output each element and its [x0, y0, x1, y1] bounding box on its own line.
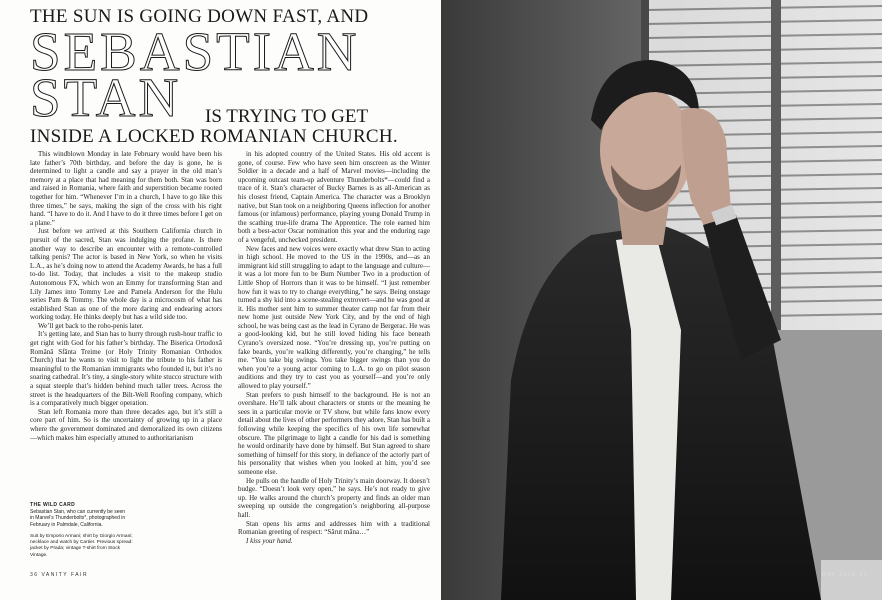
headline-name-last: STAN — [30, 67, 182, 128]
fashion-credits: Suit by Emporio Armani; shirt by Giorgio Armani; necklace and watch by Cartier. Previous spread: jacket by Prada; vintage T-shirt from Stock Vintage. — [30, 534, 133, 558]
folio-right: MAY 2025 37 — [821, 572, 868, 578]
article-column-2 — [238, 150, 430, 545]
paragraph: Stan opens his arms and addresses him with a traditional Romanian greeting of respect: “Sărut mâna…” — [238, 519, 430, 537]
caption-text: Sebastian Stan, who can currently be seen in Marvel’s Thunderbolts*, photographed in February in Palmdale, California. — [30, 508, 126, 528]
paragraph: I kiss your hand. — [246, 536, 293, 545]
paragraph: in his adopted country of the United States. His old accent is gone, of course. Few who have seen him onscreen as the Winter Soldier in a decade and a half of Marvel movies—including the upcoming outcast team-up adventure Thunderbolts*—could find a trace of it. Stan’s character of Bucky Barnes is as all-American as his closest friend, Captain America. The character was a Brooklyn native, but Stan took on a neighboring Queens inflection for another famous (or infamous) performance, playing young Donald Trump in the scathing true-life drama The Apprentice. The role earned him both a best-actor Oscar nomination this year and the enduring rage of a vengeful, unchecked president. — [238, 150, 430, 244]
paragraph: This windblown Monday in late February would have been his late father’s 70th birthday, and before the day is gone, he is determined to light a candle and say a prayer in the old man’s memory at a place that had meaning for them both. Stan was born and raised in Romania, where faith and superstition became rooted together for him. “Whenever I’m in a church, I have to go like this three times,” he says, making the sign of the cross with his right hand. “I have to do it. And I have to do it three times before I get on a plane.” — [30, 150, 222, 227]
paragraph: Stan prefers to push himself to the background. He is not an overshare. He’ll talk about characters or stunts or the meaning he sees in a particular movie or TV show, but while fans know every detail about the lives of other performers they adore, Stan has built a following while keeping the specifics of his own life somewhat obscure. The pilgrimage to light a candle for his dad is something he would ordinarily have done by himself. But Stan agreed to share something of himself for this story, in defiance of the actorly part of his personality that wishes when you looked at him, you’d see someone else. — [238, 390, 430, 476]
right-page — [441, 0, 882, 600]
headline-name-first: SEBASTIAN — [30, 21, 360, 82]
portrait-photo — [441, 0, 882, 600]
caption-title: THE WILD CARD — [30, 502, 76, 508]
paragraph: New faces and new voices were exactly what drew Stan to acting in high school. He moved to the US in the 1990s, and—as an immigrant kid still struggling to adapt to the language and culture—it was a lot more fun to be Bum Number Two in a production of Little Shop of Horrors than it was to be himself. “I just remember how fun it was to try to change everything,” he says. Being onstage turned a shy kid into a scene-stealing extrovert—and he was good at it. His mother sent him to summer theater camp not far from their new home just outside New York City, and by the end of high school, he was being cast as the lead in Cyrano de Bergerac. He was a good-looking kid, but he still loved hiding his face beneath Cyrano’s oversized nose. “You’re dressing up, you’re putting on fake beards, you’re walking differently, you’re changing,” he tells me. “You take big swings. You take bigger swings than you do when you’re a young actor coming to L.A. to go on pilot season auditions and they try to cast you as yourself—and you’re only allowed to play yourself.” — [238, 244, 430, 391]
paragraph: It’s getting late, and Stan has to hurry through rush-hour traffic to get right with God for his father’s birthday. The Biserica Ortodoxă Română Sfânta Treime (or Holy Trinity Romanian Orthodox Church) that he wants to visit to light the tribute to his father is meaningful to the Romanian immigrants who founded it, but it’s no soaring cathedral. It’s tiny, a single-story white stucco structure with a squat steeple that’s hidden behind much taller trees. Across the street is the headquarters of the Bilt-Well Roofing company, which is a comparatively much bigger operation. — [30, 330, 222, 408]
photo-caption — [30, 502, 130, 528]
paragraph: He pulls on the handle of Holy Trinity’s main doorway. It doesn’t budge. “Doesn’t look very open,” he says. He’s not ready to give up. He walks around the church’s property and finds an older man sweeping up outside the congregation’s neighboring all-purpose hall. — [238, 476, 430, 519]
headline-mid: IS TRYING TO GET — [205, 106, 369, 127]
article-column-1 — [30, 150, 222, 442]
folio-left: 36 VANITY FAIR — [30, 572, 89, 578]
paragraph: Just before we arrived at this Southern California church in pursuit of the sacred, Stan was indulging the profane. Is there another way to describe an encounter with a remote-controlled talking penis? The actor is based in New York, so when he visits L.A., as he’s doing now to attend the Academy Awards, he has a full to-do list. Today, that includes a visit to the makeup studio Autonomous FX, which won an Emmy for transforming Stan and Lily James into Tommy Lee and Pamela Anderson for the Hulu series Pam & Tommy. The whole day is a microcosm of what has established Stan as one of the more daring and endearing actors working today. He thinks deeply but has a wild side too. — [30, 227, 222, 322]
paragraph: We’ll get back to the robo-penis later. — [38, 321, 144, 330]
headline-top: THE SUN IS GOING DOWN FAST, AND — [30, 6, 369, 27]
headline-bottom: INSIDE A LOCKED ROMANIAN CHURCH. — [30, 126, 398, 147]
paragraph: Stan left Romania more than three decades ago, but it’s still a core part of him. So is the uncertainty of growing up in a place where the government dominated and demoralized its own citizens—which makes him especially attuned to authoritarianism — [30, 407, 222, 442]
desk-edge — [821, 560, 882, 600]
